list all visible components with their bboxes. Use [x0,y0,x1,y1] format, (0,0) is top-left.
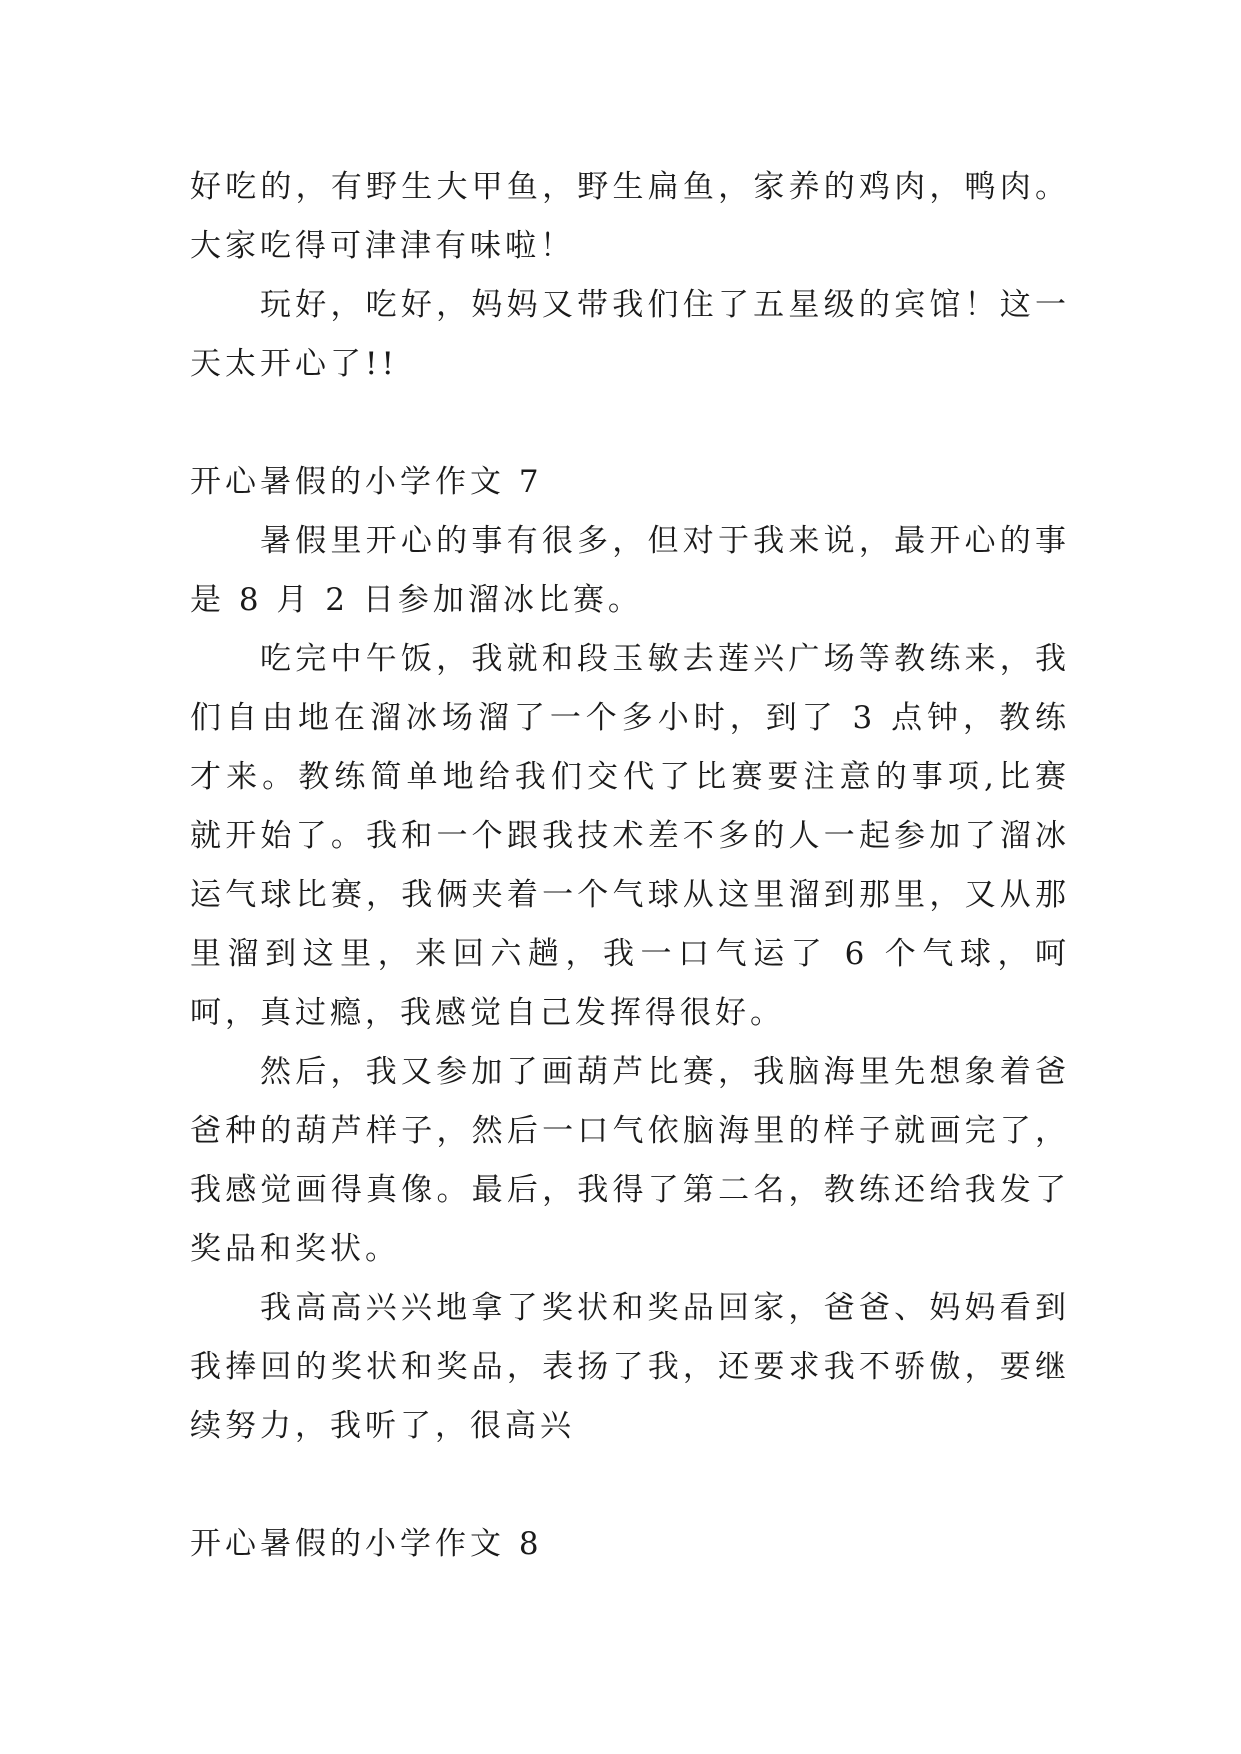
paragraph: 我高高兴兴地拿了奖状和奖品回家，爸爸、妈妈看到我捧回的奖状和奖品，表扬了我，还要求我不骄傲，要继续努力，我听了，很高兴 [190,1290,1070,1444]
document-body [190,158,1070,1574]
section-heading-8: 开心暑假的小学作文 8 [190,1526,543,1562]
section-gap [190,1456,1070,1515]
paragraph-continued: 好吃的，有野生大甲鱼，野生扁鱼，家养的鸡肉，鸭肉。大家吃得可津津有味啦！ [190,169,1070,264]
paragraph: 吃完中午饭，我就和段玉敏去莲兴广场等教练来，我们自由地在溜冰场溜了一个多小时，到了 3 点钟，教练才来。教练简单地给我们交代了比赛要注意的事项,比赛就开始了。我和一个跟我技术差不多的人一起参加了溜冰运气球比赛，我俩夹着一个气球从这里溜到那里，又从那里溜到这里，来回六趟，我一口气运了 6 个气球，呵呵，真过瘾，我感觉自己发挥得很好。 [190,641,1070,1031]
section-heading-7: 开心暑假的小学作文 7 [190,464,543,500]
paragraph: 暑假里开心的事有很多，但对于我来说，最开心的事是 8 月 2 日参加溜冰比赛。 [190,523,1070,618]
paragraph: 玩好，吃好，妈妈又带我们住了五星级的宾馆！这一天太开心了!! [190,287,1070,382]
paragraph: 然后，我又参加了画葫芦比赛，我脑海里先想象着爸爸种的葫芦样子，然后一口气依脑海里的样子就画完了，我感觉画得真像。最后，我得了第二名，教练还给我发了奖品和奖状。 [190,1054,1070,1267]
section-gap [190,394,1070,453]
